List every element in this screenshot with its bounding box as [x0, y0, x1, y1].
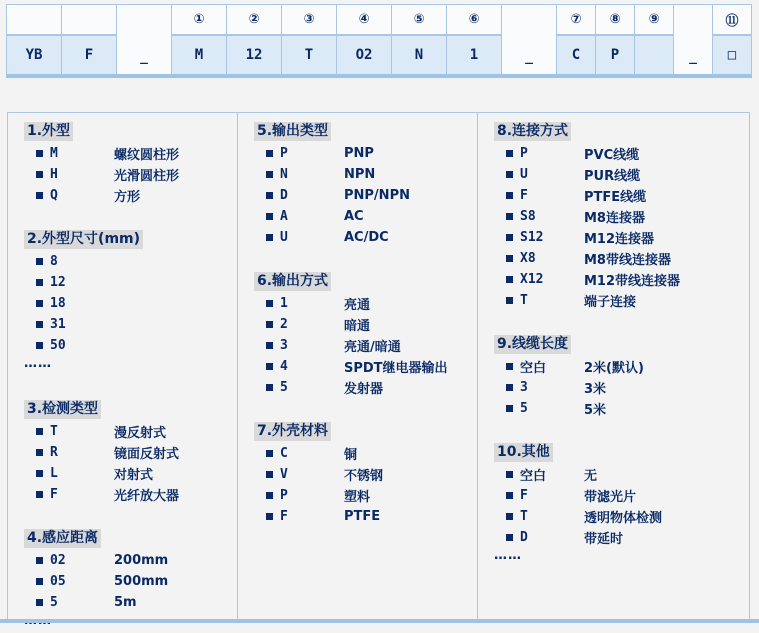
bullet-icon	[506, 276, 513, 283]
section-title: 7.外壳材料	[254, 422, 331, 441]
item-code: F	[50, 487, 58, 502]
bullet-icon	[266, 300, 273, 307]
legend-item	[254, 356, 477, 377]
item-desc: 方形	[114, 190, 141, 205]
item-desc: 500mm	[114, 574, 169, 589]
bullet-icon	[36, 599, 43, 606]
item-code: A	[280, 209, 288, 224]
bullet-icon	[266, 213, 273, 220]
item-code: 12	[50, 275, 66, 290]
legend-item	[254, 185, 477, 206]
item-desc: SPDT继电器输出	[344, 361, 448, 376]
item-desc: 2米(默认)	[584, 361, 644, 376]
code-cell-shape: M	[172, 35, 227, 76]
item-code: T	[520, 293, 528, 308]
legend-item	[254, 485, 477, 506]
bullet-icon	[266, 363, 273, 370]
item-code: U	[520, 167, 528, 182]
code-cell-output-type: N	[392, 35, 447, 76]
legend-item	[24, 293, 237, 314]
section-title: 10.其他	[494, 443, 553, 462]
bullet-icon	[36, 578, 43, 585]
item-code: V	[280, 467, 288, 482]
item-desc: 带滤光片	[584, 490, 637, 505]
more-ellipsis: ……	[24, 356, 52, 371]
bullet-icon	[36, 279, 43, 286]
item-desc: 亮通/暗通	[344, 340, 401, 355]
item-code: X12	[520, 272, 544, 287]
separator-cell: _	[674, 5, 713, 77]
bullet-icon	[36, 491, 43, 498]
bullet-icon	[36, 321, 43, 328]
bullet-icon	[36, 342, 43, 349]
item-code: R	[50, 445, 58, 460]
item-code: 05	[50, 574, 66, 589]
more-ellipsis	[24, 613, 237, 633]
section-output-mode	[254, 270, 477, 398]
model-code-table	[6, 4, 752, 78]
legend-item	[494, 248, 749, 269]
header-cell-1: ①	[172, 5, 227, 36]
bullet-icon	[506, 234, 513, 241]
legend-column-3	[478, 113, 749, 619]
legend-item	[254, 206, 477, 227]
header-cell-5: ⑤	[392, 5, 447, 36]
section-detect-type	[24, 398, 237, 505]
item-code: 2	[280, 317, 288, 332]
code-cell-cable-length	[635, 35, 674, 76]
bullet-icon	[36, 300, 43, 307]
legend-item	[24, 442, 237, 463]
item-desc: 带延时	[584, 532, 624, 547]
item-desc: 发射器	[344, 382, 384, 397]
item-desc: M12带线连接器	[584, 274, 681, 289]
bullet-icon	[266, 492, 273, 499]
bullet-icon	[36, 150, 43, 157]
item-code: 50	[50, 338, 66, 353]
item-desc: M12连接器	[584, 232, 655, 247]
item-code: S12	[520, 230, 544, 245]
bullet-icon	[36, 171, 43, 178]
legend-box	[7, 112, 750, 619]
bullet-icon	[506, 492, 513, 499]
item-desc: 3米	[584, 382, 607, 397]
header-cell-11: ⑪	[713, 5, 752, 36]
item-code: 空白	[520, 469, 547, 484]
item-desc: PVC线缆	[584, 148, 640, 163]
item-desc: 暗通	[344, 319, 371, 334]
item-desc: 螺纹圆柱形	[114, 148, 180, 163]
item-desc: 铜	[344, 448, 358, 463]
bullet-icon	[506, 150, 513, 157]
item-code: 02	[50, 553, 66, 568]
legend-item	[24, 463, 237, 484]
bullet-icon	[36, 258, 43, 265]
legend-item	[254, 293, 477, 314]
legend-item	[24, 550, 237, 571]
legend-item	[494, 464, 749, 485]
bullet-icon	[266, 150, 273, 157]
code-cell-output-mode: 1	[447, 35, 502, 76]
item-desc: 5米	[584, 403, 607, 418]
legend-item	[254, 506, 477, 527]
item-desc: 光纤放大器	[114, 489, 180, 504]
item-code: 4	[280, 359, 288, 374]
bullet-icon	[36, 449, 43, 456]
bullet-icon	[506, 534, 513, 541]
section-title: 2.外型尺寸(mm)	[24, 230, 143, 249]
section-title: 4.感应距离	[24, 529, 101, 548]
bullet-icon	[506, 471, 513, 478]
legend-item	[24, 185, 237, 206]
item-code: 18	[50, 296, 66, 311]
bullet-icon	[266, 321, 273, 328]
item-code: F	[520, 488, 528, 503]
table-header-row	[7, 5, 752, 36]
legend-item	[494, 356, 749, 377]
code-cell-detect-type: T	[282, 35, 337, 76]
bullet-icon	[506, 405, 513, 412]
item-code: 空白	[520, 361, 547, 376]
item-desc: 不锈钢	[344, 469, 384, 484]
legend-item	[494, 164, 749, 185]
legend-column-2	[238, 113, 478, 619]
section-housing-material	[254, 420, 477, 527]
section-title: 9.线缆长度	[494, 335, 571, 354]
legend-item	[24, 164, 237, 185]
bullet-icon	[266, 513, 273, 520]
legend-item	[254, 335, 477, 356]
separator-cell: _	[502, 5, 557, 77]
legend-item	[24, 314, 237, 335]
item-code: P	[280, 146, 288, 161]
section-title: 3.检测类型	[24, 400, 101, 419]
legend-item	[494, 206, 749, 227]
item-code: 5	[50, 595, 58, 610]
legend-item	[494, 185, 749, 206]
legend-item	[254, 377, 477, 398]
item-code: T	[50, 424, 58, 439]
item-desc: PNP/NPN	[344, 188, 410, 203]
item-code: 3	[280, 338, 288, 353]
header-cell-empty	[7, 5, 62, 36]
legend-item	[494, 227, 749, 248]
code-cell-other: □	[713, 35, 752, 76]
legend-item	[494, 398, 749, 419]
section-cable-length	[494, 333, 749, 419]
section-title: 6.输出方式	[254, 272, 331, 291]
header-cell-2: ②	[227, 5, 282, 36]
section-connection	[494, 120, 749, 311]
section-title: 8.连接方式	[494, 122, 571, 141]
header-cell-8: ⑧	[596, 5, 635, 36]
code-cell-housing: C	[557, 35, 596, 76]
item-code: D	[520, 530, 528, 545]
item-code: U	[280, 230, 288, 245]
legend-item	[24, 272, 237, 293]
item-desc: 无	[584, 469, 598, 484]
bullet-icon	[36, 192, 43, 199]
item-code: X8	[520, 251, 536, 266]
item-desc: 端子连接	[584, 295, 637, 310]
bullet-icon	[266, 192, 273, 199]
section-other	[494, 441, 749, 568]
item-desc: 对射式	[114, 468, 154, 483]
item-desc: M8带线连接器	[584, 253, 671, 268]
item-desc: 5m	[114, 595, 137, 610]
code-cell-connection: P	[596, 35, 635, 76]
code-cell-distance: O2	[337, 35, 392, 76]
section-output-type	[254, 120, 477, 248]
section-title: 1.外型	[24, 122, 73, 141]
bullet-icon	[506, 297, 513, 304]
bullet-icon	[266, 450, 273, 457]
bullet-icon	[266, 234, 273, 241]
legend-item	[254, 227, 477, 248]
item-code: C	[280, 446, 288, 461]
legend-item	[254, 164, 477, 185]
legend-item	[494, 485, 749, 506]
bullet-icon	[266, 384, 273, 391]
item-desc: PTFE线缆	[584, 190, 647, 205]
legend-column-1	[8, 113, 238, 619]
item-code: 3	[520, 380, 528, 395]
legend-item	[254, 464, 477, 485]
header-cell-3: ③	[282, 5, 337, 36]
section-size	[24, 228, 237, 376]
item-desc: 透明物体检测	[584, 511, 663, 526]
item-desc: M8连接器	[584, 211, 645, 226]
header-cell-empty	[62, 5, 117, 36]
item-desc: PUR线缆	[584, 169, 641, 184]
legend-item	[254, 314, 477, 335]
item-desc: NPN	[344, 167, 376, 182]
item-desc: 漫反射式	[114, 426, 167, 441]
item-desc: 镜面反射式	[114, 447, 180, 462]
legend-item	[24, 421, 237, 442]
more-ellipsis: ……	[494, 548, 522, 563]
item-desc: AC/DC	[344, 230, 389, 245]
item-code: 1	[280, 296, 288, 311]
item-code: S8	[520, 209, 536, 224]
section-title: 5.输出类型	[254, 122, 331, 141]
item-code: D	[280, 188, 288, 203]
separator-cell: _	[117, 5, 172, 77]
item-desc: 塑料	[344, 490, 371, 505]
item-code: L	[50, 466, 58, 481]
legend-item	[494, 290, 749, 311]
legend-item	[24, 484, 237, 505]
header-cell-7: ⑦	[557, 5, 596, 36]
section-shape	[24, 120, 237, 206]
legend-item	[494, 143, 749, 164]
bullet-icon	[506, 192, 513, 199]
item-code: P	[520, 146, 528, 161]
legend-item	[254, 443, 477, 464]
bullet-icon	[36, 428, 43, 435]
bullet-icon	[36, 470, 43, 477]
bullet-icon	[36, 557, 43, 564]
legend-item	[24, 143, 237, 164]
code-cell-yb: YB	[7, 35, 62, 76]
item-code: Q	[50, 188, 58, 203]
item-desc: PTFE	[344, 509, 381, 524]
legend-item	[24, 571, 237, 592]
legend-item	[24, 592, 237, 613]
item-code: F	[520, 188, 528, 203]
code-cell-size: 12	[227, 35, 282, 76]
item-code: 5	[520, 401, 528, 416]
legend-item	[494, 377, 749, 398]
item-desc: 光滑圆柱形	[114, 169, 180, 184]
legend-item	[24, 335, 237, 356]
item-code: N	[280, 167, 288, 182]
header-cell-9: ⑨	[635, 5, 674, 36]
header-cell-4: ④	[337, 5, 392, 36]
bullet-icon	[506, 363, 513, 370]
legend-item	[494, 527, 749, 548]
bullet-icon	[506, 384, 513, 391]
section-distance	[24, 527, 237, 633]
item-code: H	[50, 167, 58, 182]
item-desc: AC	[344, 209, 364, 224]
item-code: 5	[280, 380, 288, 395]
item-code: P	[280, 488, 288, 503]
bullet-icon	[506, 255, 513, 262]
bullet-icon	[506, 213, 513, 220]
bullet-icon	[266, 342, 273, 349]
item-desc: PNP	[344, 146, 374, 161]
legend-item	[494, 506, 749, 527]
item-code: M	[50, 146, 58, 161]
item-code: F	[280, 509, 288, 524]
item-desc: 亮通	[344, 298, 371, 313]
legend-item	[254, 143, 477, 164]
bullet-icon	[506, 171, 513, 178]
legend-item	[24, 251, 237, 272]
header-cell-6: ⑥	[447, 5, 502, 36]
bottom-divider	[0, 619, 759, 623]
legend-item	[494, 269, 749, 290]
item-desc: 200mm	[114, 553, 169, 568]
item-code: 31	[50, 317, 66, 332]
bullet-icon	[506, 513, 513, 520]
bullet-icon	[266, 171, 273, 178]
code-cell-f: F	[62, 35, 117, 76]
bullet-icon	[266, 471, 273, 478]
item-code: T	[520, 509, 528, 524]
item-code: 8	[50, 254, 58, 269]
